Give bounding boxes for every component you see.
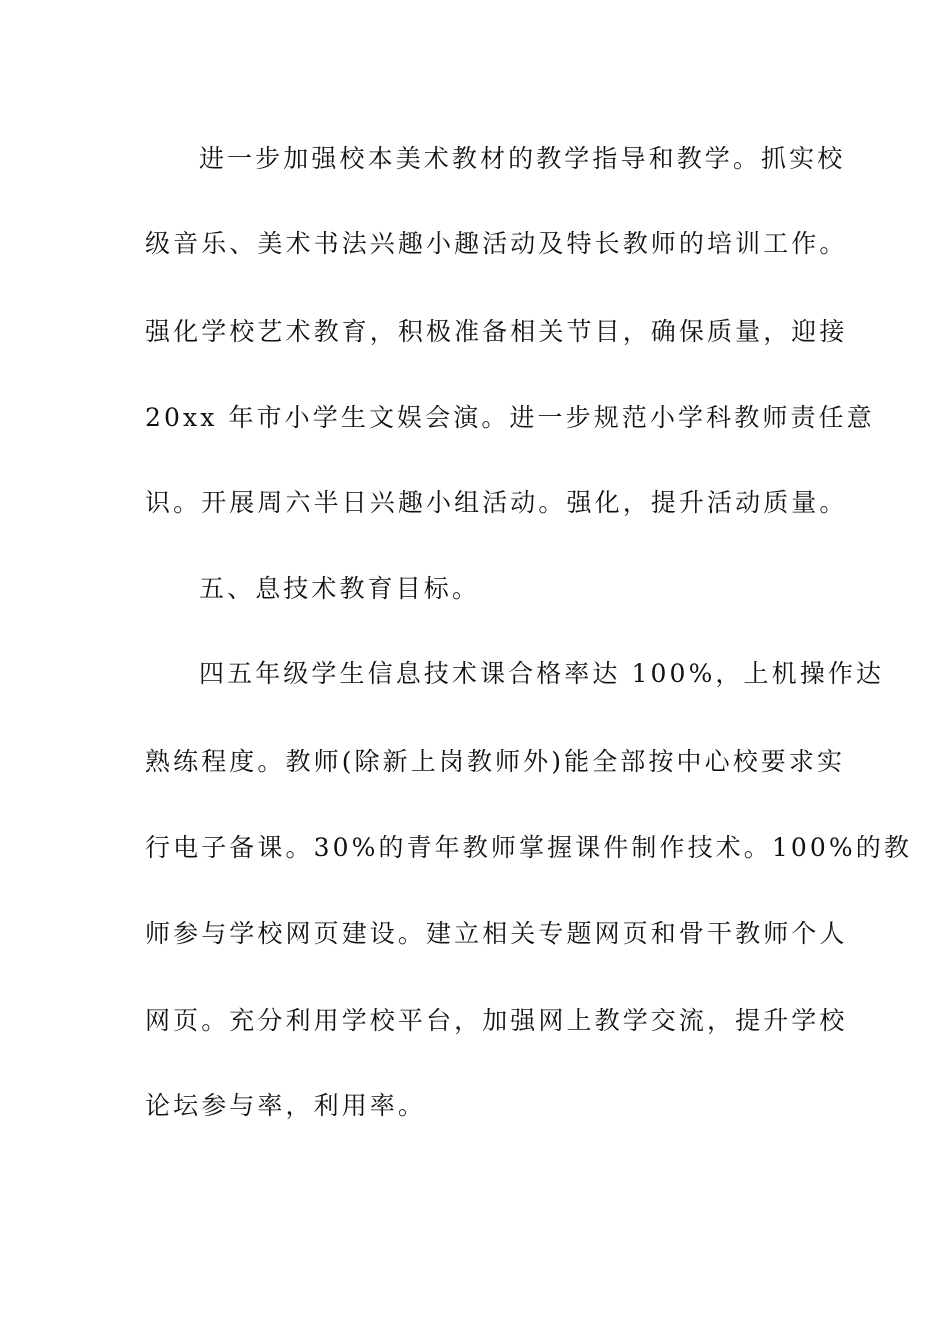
paragraph-1-line-5: 识。开展周六半日兴趣小组活动。强化，提升活动质量。 bbox=[145, 488, 848, 517]
paragraph-1-line-1: 进一步加强校本美术教材的教学指导和教学。抓实校 bbox=[199, 144, 846, 173]
paragraph-2-line-3: 行电子备课。30%的青年教师掌握课件制作技术。100%的教 bbox=[145, 833, 912, 862]
paragraph-2-line-1: 四五年级学生信息技术课合格率达 100%，上机操作达 bbox=[199, 659, 885, 688]
paragraph-1-line-2: 级音乐、美术书法兴趣小趣活动及特长教师的培训工作。 bbox=[145, 229, 848, 258]
paragraph-2-line-4: 师参与学校网页建设。建立相关专题网页和骨干教师个人 bbox=[145, 919, 848, 948]
paragraph-2-line-2: 熟练程度。教师(除新上岗教师外)能全部按中心校要求实 bbox=[145, 747, 846, 776]
section-heading-5: 五、息技术教育目标。 bbox=[199, 574, 481, 603]
paragraph-1-line-3: 强化学校艺术教育，积极准备相关节目，确保质量，迎接 bbox=[145, 317, 848, 346]
paragraph-2-line-5: 网页。充分利用学校平台，加强网上教学交流，提升学校 bbox=[145, 1006, 848, 1035]
paragraph-2-line-6: 论坛参与率，利用率。 bbox=[145, 1091, 427, 1120]
paragraph-1-line-4: 20xx 年市小学生文娱会演。进一步规范小学科教师责任意 bbox=[145, 403, 875, 432]
